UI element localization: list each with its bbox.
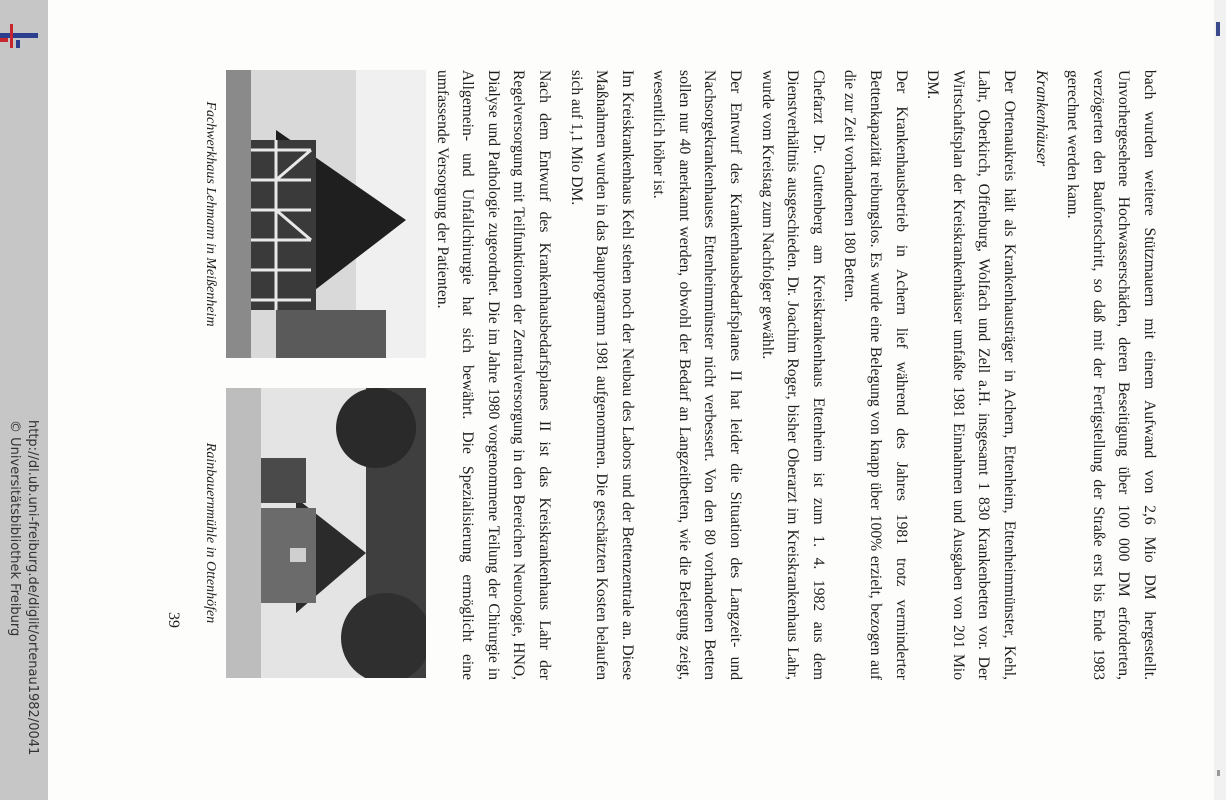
sidebar-watermark: [0, 0, 48, 800]
edge-marker: [1216, 22, 1220, 36]
copyright-text: © Universitätsbibliothek Freiburg: [7, 420, 22, 637]
photo-caption: Rainbauernmühle in Ottenhöfen: [203, 442, 218, 624]
paragraph: Nach dem Entwurf des Krankenhausbedarfsplanes II ist das Kreiskrankenhaus Lahr der Regelversorgung mit Teilfunktionen der Zentralversorgung in den Bereichen Neurologie, HNO, Dialyse und Pathologie zugeordnet. Die im Jahre 1980 vorgenommene Teilung der Chirurgie in Allgemein- und Unfallchirurgie hat sich bewährt. Die Spezialisierung ermöglicht eine umfassende Versorgung der Patienten.: [433, 70, 553, 680]
paragraph: Chefarzt Dr. Guttenberg am Kreiskrankenhaus Ettenheim ist zum 1. 4. 1982 aus dem Dienstverhältnis ausgeschieden. Dr. Joachim Roger, bisher Oberarzt im Kreiskrankenhaus Lahr, wurde vom Kreistag zum Nachfolger gewählt.: [758, 70, 827, 680]
paragraph: Im Kreiskrankenhaus Kehl stehen noch der Neubau des Labors und der Bettenzentrale an. Diese Maßnahmen wurden in das Bauprogramm 1981 aufgenommen. Die geschätzten Kosten belaufen sich auf 1,1 Mio DM.: [567, 70, 636, 680]
edge-marker: [1217, 770, 1220, 776]
document-page: [48, 0, 1214, 800]
section-heading: Krankenhäuser: [1032, 70, 1050, 167]
paragraph: Der Ortenaukreis hält als Krankenhausträger in Achern, Ettenheim, Ettenheimmünster, Kehl, Lahr, Oberkirch, Offenburg, Wolfach und Zell a.H. insgesamt 1 830 Krankenbetten vor. Der Wirtschaftsplan der Kreiskrankenhäuser umfaßte 1981 Einnahmen und Ausgaben von 201 Mio DM.: [924, 70, 1019, 680]
paragraph: Der Entwurf des Krankenhausbedarfsplanes II hat leider die Situation des Langzeit- und Nachsorgekrankenhauses Ettenheimmünster nicht verbessert. Von den 80 vorhandenen Betten sollen nur 40 anerkannt werden, obwohl der Bedarf an Langzeitbetten, wie die Belegung zeigt, wesentlich höher ist.: [650, 70, 745, 680]
source-url-link[interactable]: http://dl.ub.uni-freiburg.de/diglit/ortenau1982/0041: [25, 420, 40, 756]
body-text: [423, 70, 1162, 680]
photo-row: [203, 70, 426, 678]
paragraph: bach wurden weitere Stützmauern mit einem Aufwand von 2,6 Mio DM hergestellt. Unvorhergesehene Hochwasserschäden, deren Beseitigung über 100 000 DM erforderten, verzögerten den Baufortschritt, so daß mit der Fertigstellung der Straße erst bis Ende 1983 gerechnet werden kann.: [1064, 70, 1158, 680]
mill-photo: [226, 388, 426, 678]
library-logo-icon: [0, 24, 38, 50]
rotated-page-content: [48, 0, 1214, 800]
page-number: 39: [165, 612, 182, 628]
photo-caption: Fachwerkhaus Lehmann in Meißenheim: [203, 101, 218, 327]
half-timbered-house-photo: [226, 70, 426, 358]
page-edge: [1214, 0, 1226, 800]
paragraph: Der Krankenhausbetrieb in Achern lief während des Jahres 1981 trotz verminderter Bettenkapazität reibungslos. Es wurde eine Belegung von knapp über 100% erzielt, bezogen auf die zur Zeit vorhandenen 180 Betten.: [841, 70, 910, 680]
